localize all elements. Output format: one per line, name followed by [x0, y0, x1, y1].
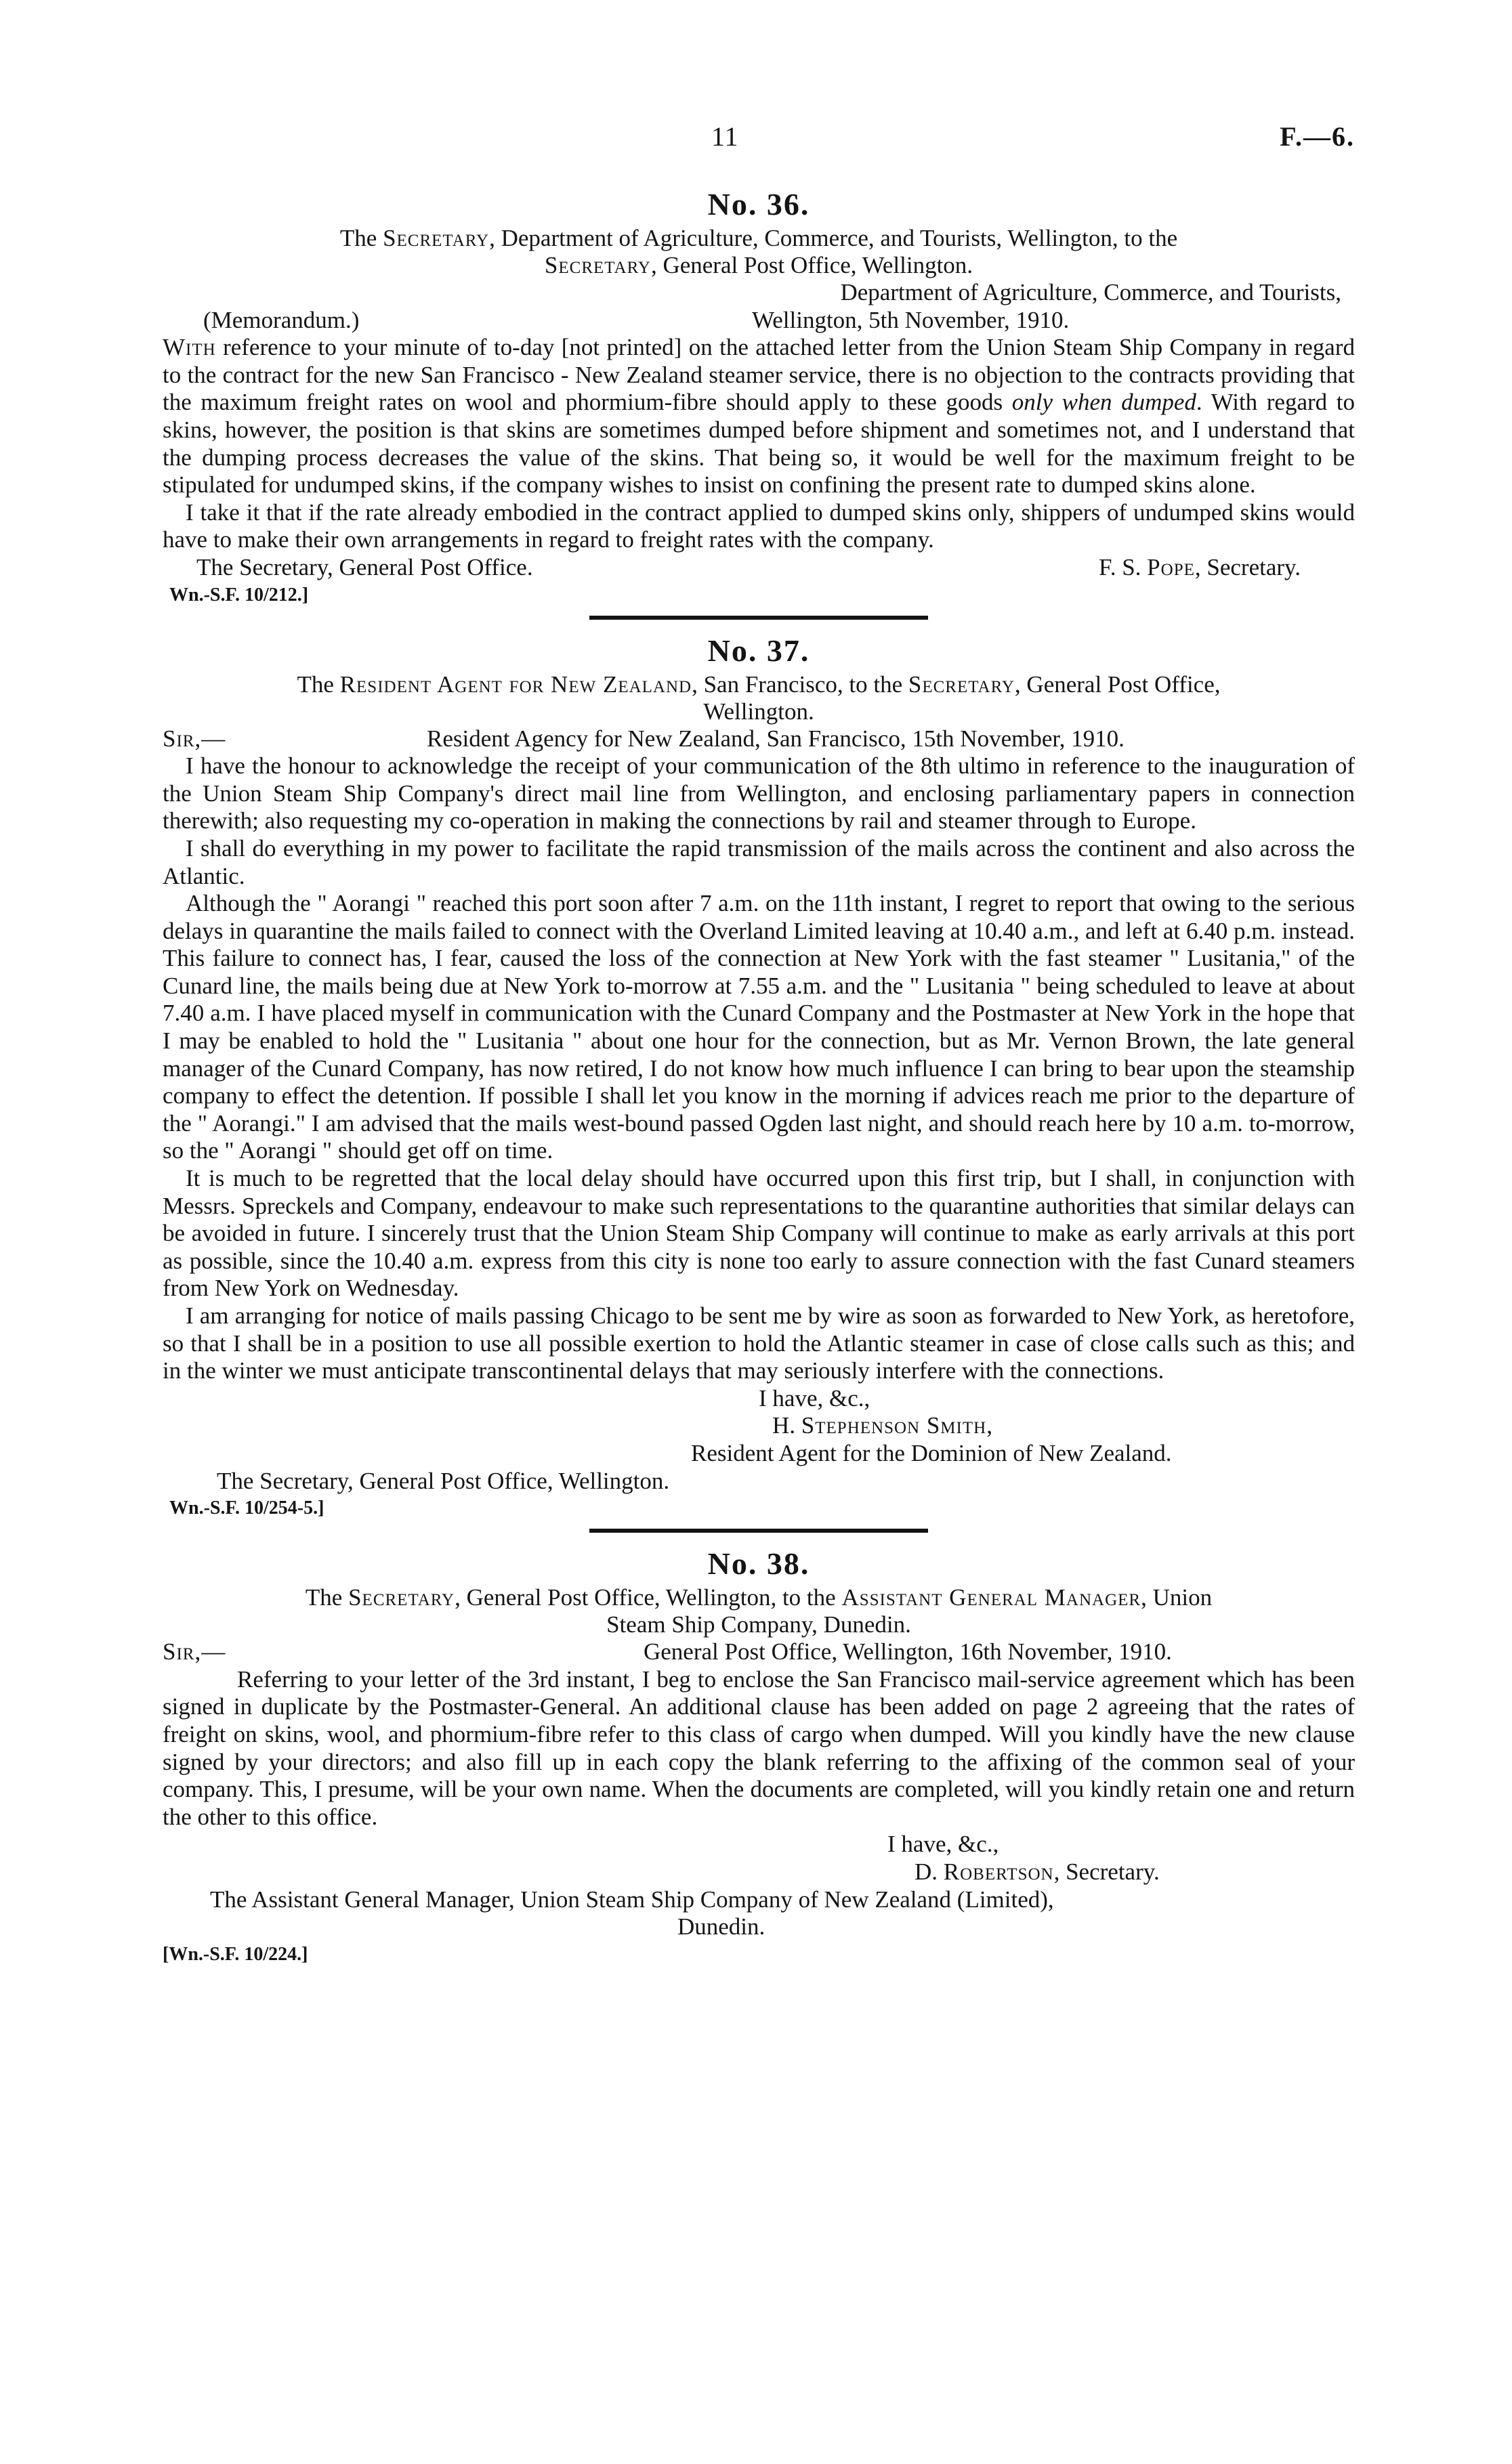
salutation: Sir,—: [163, 1638, 226, 1665]
file-reference: [Wn.-S.F. 10/224.]: [163, 1943, 308, 1965]
section-address: The Resident Agent for New Zealand, San Francisco, to the Secretary, General Post Office, Wellington.: [297, 671, 1221, 725]
memo-date-line: [163, 307, 1355, 335]
paragraph: Referring to your letter of the 3rd instant, I beg to enclose the San Francisco mail-service agreement which has been signed in duplicate by the Postmaster-General. An additional clause has been added on page 2 agreeing that the rates of freight on skins, wool, and phormium-fibre refer to this class of cargo when dumped. Will you kindly have the new clause signed by your directors; and also fill up in each copy the blank referring to the affixing of the common seal of your company. This, I presume, will be your own name. When the documents are completed, will you kindly retain one and return the other to this office.: [163, 1665, 1355, 1830]
department-line: Department of Agriculture, Commerce, and Tourists,: [840, 279, 1341, 305]
signer-title: Resident Agent for the Dominion of New Zealand.: [691, 1439, 1172, 1466]
addressee-city: Dunedin.: [677, 1913, 765, 1940]
signer-name: D. Robertson, Secretary.: [915, 1858, 1160, 1885]
closing: I have, &c.,: [759, 1384, 870, 1411]
section-37: [163, 631, 1355, 1533]
page-body: [163, 184, 1355, 1968]
addressee: The Assistant General Manager, Union Steam Ship Company of New Zealand (Limited),: [210, 1886, 1054, 1913]
section-address: The Secretary, Department of Agriculture, Commerce, and Tourists, Wellington, to the Secretary, General Post Office, Wellington.: [339, 225, 1178, 278]
signature-row: [163, 554, 1355, 582]
place-date: Resident Agency for New Zealand, San Francisco, 15th November, 1910.: [427, 725, 1125, 752]
paragraph: I am arranging for notice of mails passing Chicago to be sent me by wire as soon as forwarded to New York, as heretofore, so that I shall be in a position to use all possible exertion to hold the Atlantic steamer in case of close calls such as this; and in the winter we must anticipate transcontinental delays that may seriously interfere with the connections.: [163, 1302, 1355, 1384]
section-36: [163, 184, 1355, 620]
document-reference: F.—6.: [1280, 121, 1355, 152]
signature: F. S. Pope, Secretary.: [1099, 553, 1301, 580]
addressee: The Secretary, General Post Office.: [196, 553, 533, 580]
paragraph: I shall do everything in my power to facilitate the rapid transmission of the mails across the continent and also across the Atlantic.: [163, 834, 1355, 889]
place-date: General Post Office, Wellington, 16th November, 1910.: [644, 1638, 1172, 1665]
section-38: [163, 1544, 1355, 1968]
section-number: No. 37.: [707, 633, 810, 668]
salutation-line: [163, 725, 1355, 753]
closing: I have, &c.,: [887, 1831, 999, 1858]
file-reference: Wn.-S.F. 10/254-5.]: [169, 1497, 324, 1519]
memo-label: (Memorandum.): [203, 306, 360, 333]
page-header: [163, 121, 1355, 161]
section-divider: [589, 1529, 928, 1533]
addressee: The Secretary, General Post Office, Wellington.: [217, 1467, 670, 1494]
paragraph: With reference to your minute of to-day [not printed] on the attached letter from the Union Steam Ship Company in regard to the contract for the new San Francisco - New Zealand steamer service, there is no objection to the contracts providing that the maximum freight rates on wool and phormium-fibre should apply to these goods only when dumped. With regard to skins, however, the position is that skins are sometimes dumped before shipment and sometimes not, and I understand that the dumping process decreases the value of the skins. That being so, it would be well for the maximum freight to be stipulated for undumped skins, if the company wishes to insist on confining the present rate to dumped skins alone.: [163, 334, 1355, 498]
salutation: Sir,—: [163, 725, 226, 752]
paragraph: I have the honour to acknowledge the receipt of your communication of the 8th ultimo in reference to the inauguration of the Union Steam Ship Company's direct mail line from Wellington, and enclosing parliamentary papers in connection therewith; also requesting my co-operation in making the connections by rail and steamer through to Europe.: [163, 752, 1355, 834]
section-number: No. 36.: [707, 187, 810, 221]
paragraph: I take it that if the rate already embodied in the contract applied to dumped skins only, shippers of undumped skins would have to make their own arrangements in regard to freight rates with the company.: [163, 498, 1355, 553]
paragraph: It is much to be regretted that the local delay should have occurred upon this first trip, but I shall, in conjunction with Messrs. Spreckels and Company, endeavour to make such representations to the quarantine authorities that similar delays can be avoided in future. I sincerely trust that the Union Steam Ship Company will continue to make as early arrivals at this port as possible, since the 10.40 a.m. express from this city is none too early to assure connection with the fast Cunard steamers from New York on Wednesday.: [163, 1165, 1355, 1302]
signer-name: H. Stephenson Smith,: [772, 1412, 992, 1439]
salutation-line: [163, 1638, 1355, 1666]
section-divider: [589, 616, 928, 620]
section-address: The Secretary, General Post Office, Wellington, to the Assistant General Manager, Union Steam Ship Company, Dunedin.: [305, 1584, 1213, 1638]
paragraph: Although the " Aorangi " reached this port soon after 7 a.m. on the 11th instant, I regret to report that owing to the serious delays in quarantine the mails failed to connect with the Overland Limited leaving at 10.40 a.m., and left at 6.40 p.m. instead. This failure to connect has, I fear, caused the loss of the connection at New York with the fast steamer " Lusitania," of the Cunard line, the mails being due at New York to-morrow at 7.55 a.m. and the " Lusitania " being scheduled to leave at about 7.40 a.m. I have placed myself in communication with the Cunard Company and the Postmaster at New York in the hope that I may be enabled to hold the " Lusitania " about one hour for the connection, but as Mr. Vernon Brown, the late general manager of the Cunard Company, has now retired, I do not know how much influence I can bring to bear upon the steamship company to effect the detention. If possible I shall let you know in the morning if advices reach me prior to the departure of the " Aorangi." I am advised that the mails west-bound passed Ogden last night, and should reach here by 10 a.m. to-morrow, so the " Aorangi " should get off on time.: [163, 890, 1355, 1164]
page-number: 11: [711, 121, 739, 152]
place-date: Wellington, 5th November, 1910.: [752, 306, 1070, 333]
file-reference: Wn.-S.F. 10/212.]: [169, 584, 309, 606]
section-number: No. 38.: [707, 1546, 810, 1581]
